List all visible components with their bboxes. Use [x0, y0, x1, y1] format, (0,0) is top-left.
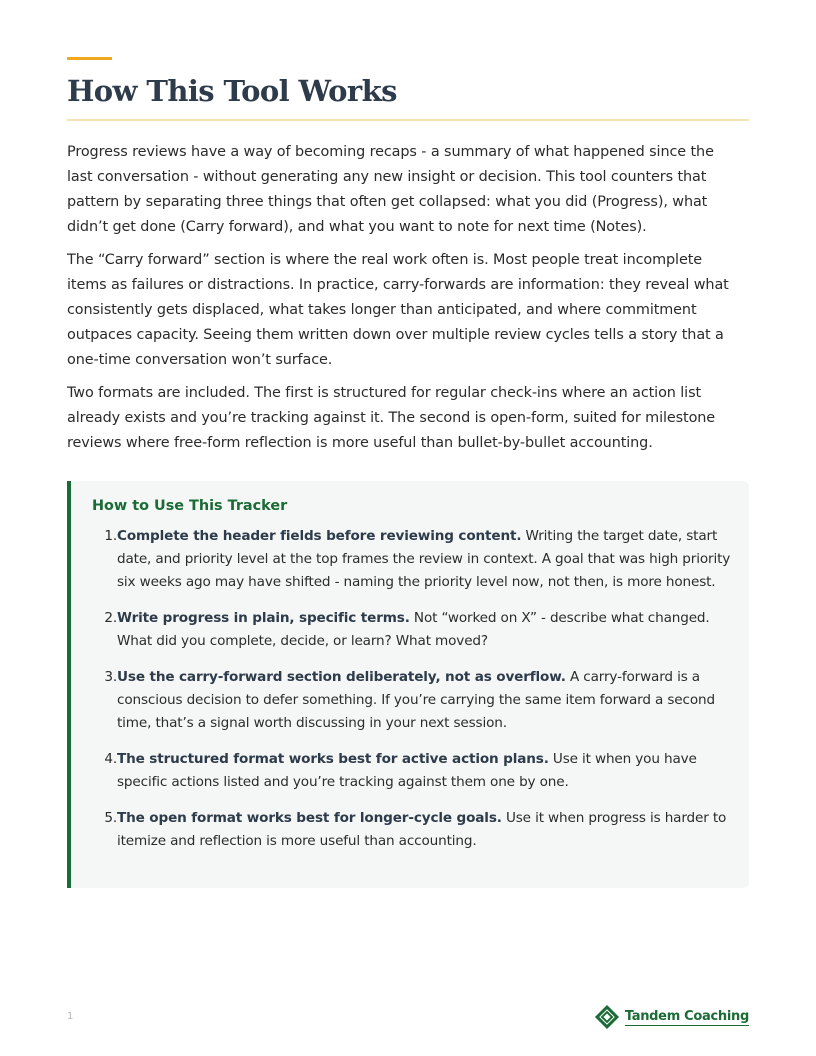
page-title: How This Tool Works: [67, 74, 397, 108]
title-accent-bar: [67, 57, 112, 60]
step-text: [117, 607, 732, 653]
list-item: [92, 525, 732, 594]
brand-footer: [594, 1004, 749, 1030]
step-body: Use it when progress is harder to itemize and reflection is more useful than accounting.: [117, 810, 727, 849]
step-text: [117, 807, 732, 853]
intro-paragraph: Two formats are included. The first is structured for regular check-ins where an action list already exists and you’re tracking against it. The second is open-form, suited for milestone reviews where free-form reflection is more useful than bullet-by-bullet accounting.: [67, 385, 716, 451]
diamond-logo-icon: [594, 1004, 620, 1030]
step-number: 3.: [104, 669, 117, 685]
brand-name: Tandem Coaching: [624, 1008, 749, 1024]
step-number: 5.: [104, 810, 117, 826]
step-text: [117, 666, 732, 735]
step-body: A carry-forward is a conscious decision to defer something. If you’re carrying the same item forward a second time, that’s a signal worth discussing in your next session.: [117, 669, 715, 731]
list-item: [92, 807, 732, 853]
step-number: 2.: [104, 610, 117, 626]
intro-paragraph: Progress reviews have a way of becoming recaps - a summary of what happened since the last conversation - without generating any new insight or decision. This tool counters that pattern by separating three things that often get collapsed: what you did (Progress), what didn’t get done (Carry forward), and what you want to note for next time (Notes).: [67, 144, 714, 235]
list-item: [92, 748, 732, 794]
tracker-callout: [67, 481, 749, 888]
callout-title: How to Use This Tracker: [92, 498, 288, 514]
list-item: [92, 607, 732, 653]
step-body: Not “worked on X” - describe what changed. What did you complete, decide, or learn? What moved?: [117, 610, 710, 649]
step-body: Writing the target date, start date, and priority level at the top frames the review in context. A goal that was high priority six weeks ago may have shifted - naming the priority level now, not then, is more honest.: [117, 528, 731, 590]
step-text: [117, 748, 732, 794]
step-lead: Complete the header fields before reviewing content.: [117, 528, 522, 544]
title-divider: [67, 119, 749, 121]
step-lead: Use the carry-forward section deliberately, not as overflow.: [117, 669, 566, 685]
step-lead: The open format works best for longer-cycle goals.: [117, 810, 502, 826]
step-body: Use it when you have specific actions listed and you’re tracking against them one by one.: [117, 751, 697, 790]
step-number: 4.: [104, 751, 117, 767]
page-number: 1: [67, 1011, 74, 1022]
steps-list: [92, 525, 732, 866]
step-text: [117, 525, 732, 594]
step-lead: Write progress in plain, specific terms.: [117, 610, 410, 626]
list-item: [92, 666, 732, 735]
step-lead: The structured format works best for active action plans.: [117, 751, 549, 767]
step-number: 1.: [104, 528, 117, 544]
intro-paragraph: The “Carry forward” section is where the real work often is. Most people treat incomplete items as failures or distractions. In practice, carry-forwards are information: they reveal what consistently gets displaced, what takes longer than anticipated, and where commitment outpaces capacity. Seeing them written down over multiple review cycles tells a story that a one-time conversation won’t surface.: [67, 252, 729, 368]
intro-section: [67, 140, 737, 464]
